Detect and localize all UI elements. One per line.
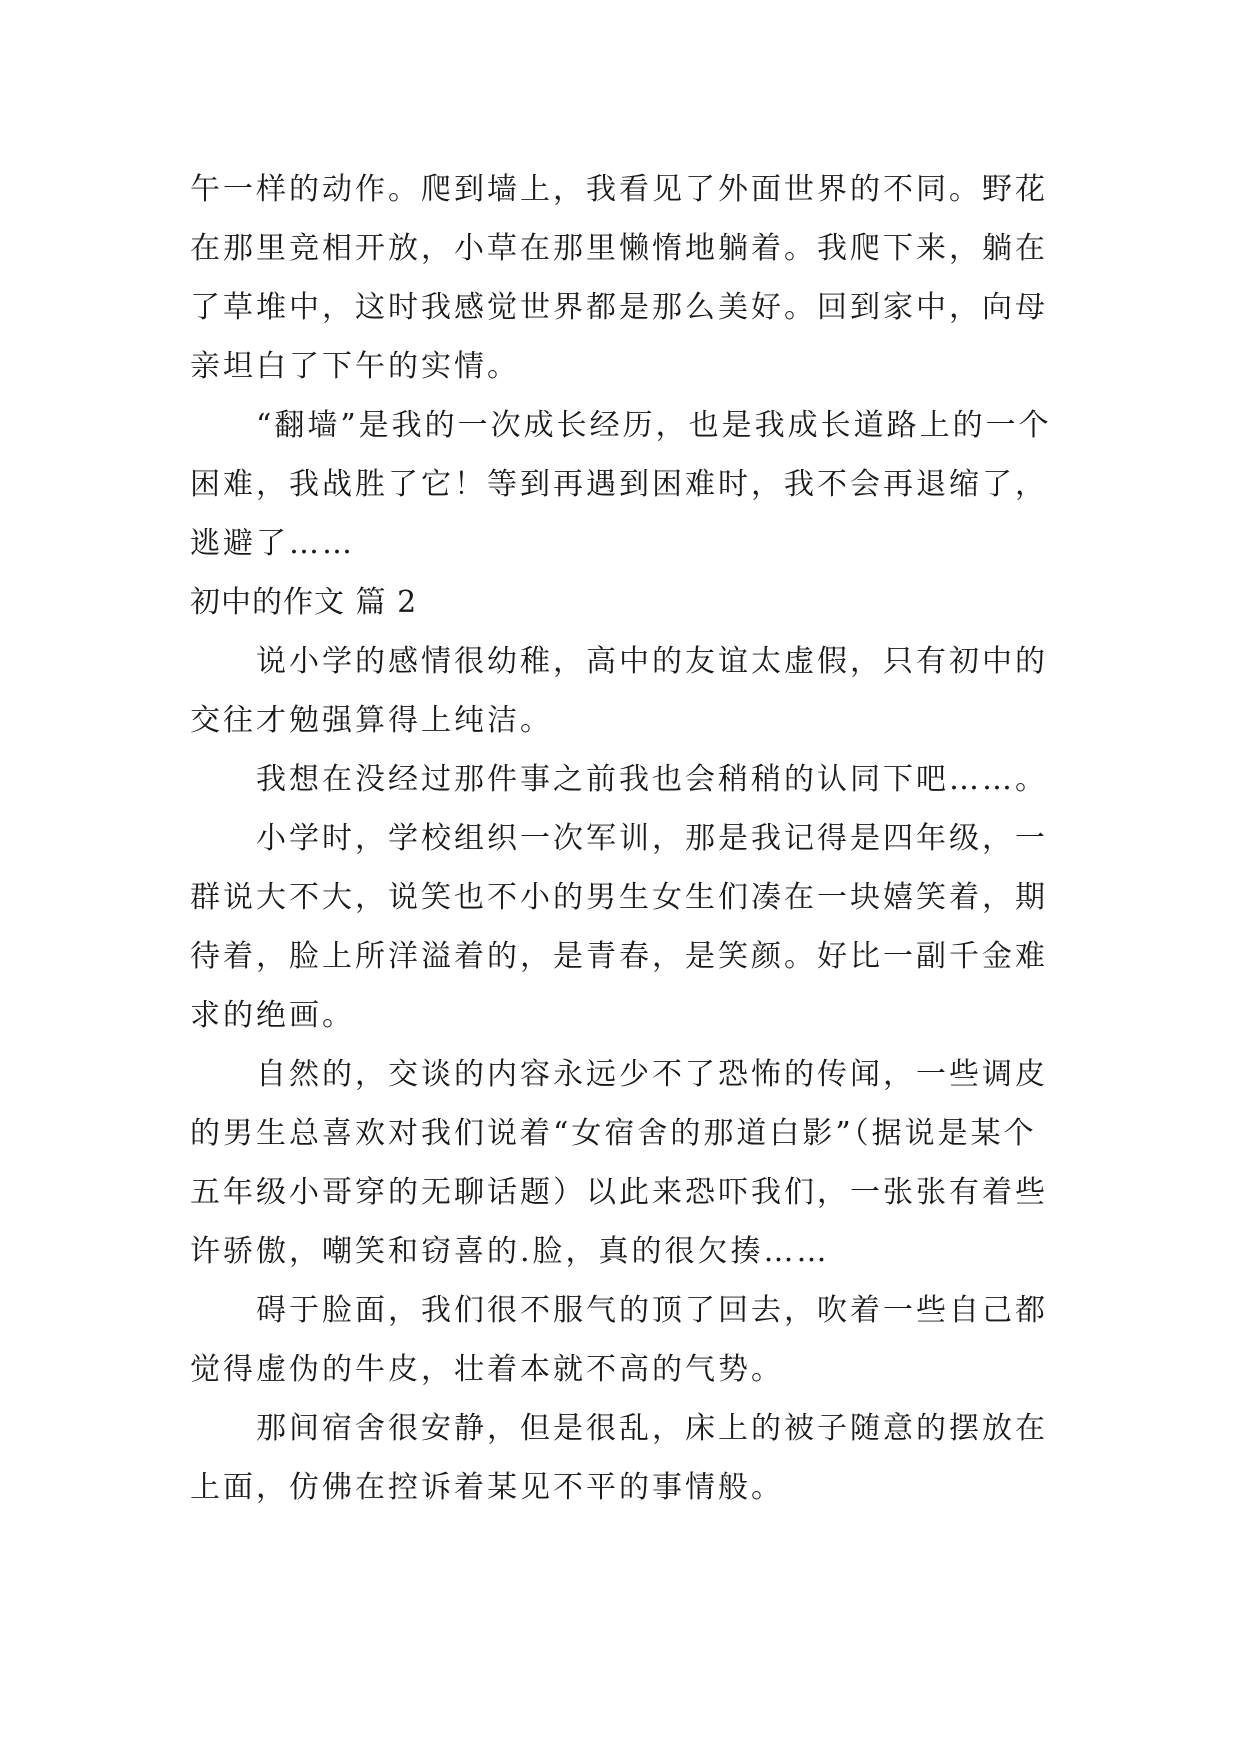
paragraph: 我想在没经过那件事之前我也会稍稍的认同下吧……。	[256, 762, 1048, 797]
paragraph: 说小学的感情很幼稚，高中的友谊太虚假，只有初中的交往才勉强算得上纯洁。	[190, 644, 1048, 738]
paragraph: 午一样的动作。爬到墙上，我看见了外面世界的不同。野花在那里竞相开放，小草在那里懒惰地躺着。我爬下来，躺在了草堆中，这时我感觉世界都是那么美好。回到家中，向母亲坦白了下午的实情。	[190, 172, 1048, 384]
paragraph: 那间宿舍很安静，但是很乱，床上的被子随意的摆放在上面，仿佛在控诉着某见不平的事情般。	[190, 1411, 1048, 1505]
section-heading: 初中的作文 篇 2	[190, 585, 418, 620]
paragraph: “翻墙”是我的一次成长经历，也是我成长道路上的一个困难，我战胜了它！等到再遇到困难时，我不会再退缩了，逃避了……	[190, 408, 1052, 561]
paragraph: 自然的，交谈的内容永远少不了恐怖的传闻，一些调皮的男生总喜欢对我们说着“女宿舍的那道白影”（据说是某个五年级小哥穿的无聊话题）以此来恐吓我们，一张张有着些许骄傲，嘲笑和窃喜的.脸，真的很欠揍……	[190, 1057, 1048, 1269]
document-page	[190, 160, 1055, 1517]
paragraph: 小学时，学校组织一次军训，那是我记得是四年级，一群说大不大，说笑也不小的男生女生们凑在一块嬉笑着，期待着，脸上所洋溢着的，是青春，是笑颜。好比一副千金难求的绝画。	[190, 821, 1048, 1033]
paragraph: 碍于脸面，我们很不服气的顶了回去，吹着一些自己都觉得虚伪的牛皮，壮着本就不高的气势。	[190, 1293, 1048, 1387]
